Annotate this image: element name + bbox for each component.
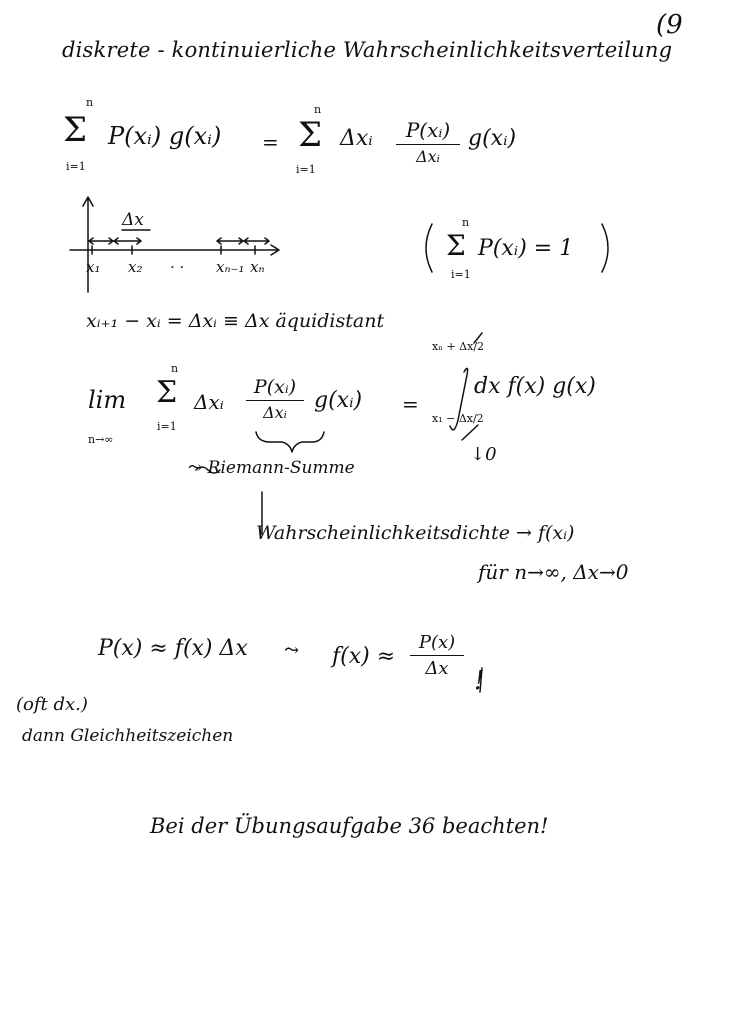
tick-label-x1: x₁ [86, 258, 101, 276]
lim-subscript: n→∞ [88, 433, 114, 446]
fraction [246, 376, 304, 422]
fraction [410, 632, 464, 679]
sum-upper-limit: n [462, 216, 470, 229]
page-title: diskrete - kontinuierliche Wahrscheinlichkeitsverteilung [62, 38, 673, 62]
fraction-denominator: Δx [425, 658, 449, 679]
fraction-denominator: Δxᵢ [416, 147, 440, 166]
normalization-body: P(xᵢ) = 1 [478, 236, 574, 261]
delta-x-label: Δx [122, 210, 144, 230]
sum-lower-limit: i=1 [296, 163, 316, 176]
arrow-to-zero: ↓0 [470, 444, 497, 465]
fraction-tail: g(xᵢ) [468, 126, 517, 151]
side-note-often-dx: (oft dx.) [16, 694, 88, 715]
tick-label-xn: xₙ [250, 258, 265, 276]
equals-sign: = [262, 130, 279, 154]
integral-upper-limit: xₙ + Δx/2 [432, 340, 485, 353]
sum-body: P(xᵢ) g(xᵢ) [108, 122, 222, 150]
limit-condition: für n→∞, Δx→0 [478, 560, 629, 584]
sum-upper-limit: n [171, 362, 179, 375]
delta-x-factor: Δxᵢ [340, 126, 373, 151]
equidistant-definition: xᵢ₊₁ − xᵢ = Δxᵢ ≡ Δx äquidistant [86, 310, 385, 332]
fraction-tail: g(xᵢ) [314, 388, 363, 413]
tick-dots: · · [170, 258, 185, 276]
sum-sign: Σ [156, 375, 178, 410]
equals-sign: = [402, 392, 419, 416]
density-note: Wahrscheinlichkeitsdichte → f(xᵢ) [256, 522, 575, 544]
fraction-numerator: P(xᵢ) [253, 376, 297, 398]
tick-label-xn-1: xₙ₋₁ [216, 258, 245, 276]
integral-body: dx f(x) g(x) [474, 374, 596, 399]
approx-arrow: ⤳ [284, 640, 300, 661]
integral-lower-limit: x₁ − Δx/2 [432, 412, 484, 425]
fraction [396, 118, 460, 166]
sum-lower-limit: i=1 [157, 420, 177, 433]
side-note-equality: dann Gleichheitszeichen [22, 726, 234, 746]
fraction-numerator: P(x) [418, 632, 456, 653]
fraction-denominator: Δxᵢ [263, 403, 287, 422]
tick-label-x2: x₂ [128, 258, 143, 276]
lim-label: lim [88, 386, 127, 414]
sum-sign: Σ [63, 110, 88, 150]
sum-upper-limit: n [86, 96, 94, 109]
delta-x-factor: Δxᵢ [194, 390, 224, 414]
approx-left: P(x) ≈ f(x) Δx [98, 636, 248, 661]
fraction-numerator: P(xᵢ) [405, 118, 451, 142]
riemann-sum-note: ⤳ Riemann-Summe [188, 458, 355, 478]
footer-note: Bei der Übungsaufgabe 36 beachten! [150, 814, 549, 838]
sum-sign: Σ [298, 115, 323, 155]
exclamation: ! [474, 666, 485, 696]
sum-upper-limit: n [314, 103, 322, 116]
page-number: (9 [656, 10, 683, 40]
sum-lower-limit: i=1 [451, 268, 471, 281]
sum-sign: Σ [446, 229, 466, 262]
approx-right: f(x) ≈ [332, 644, 396, 669]
sum-lower-limit: i=1 [66, 160, 86, 173]
